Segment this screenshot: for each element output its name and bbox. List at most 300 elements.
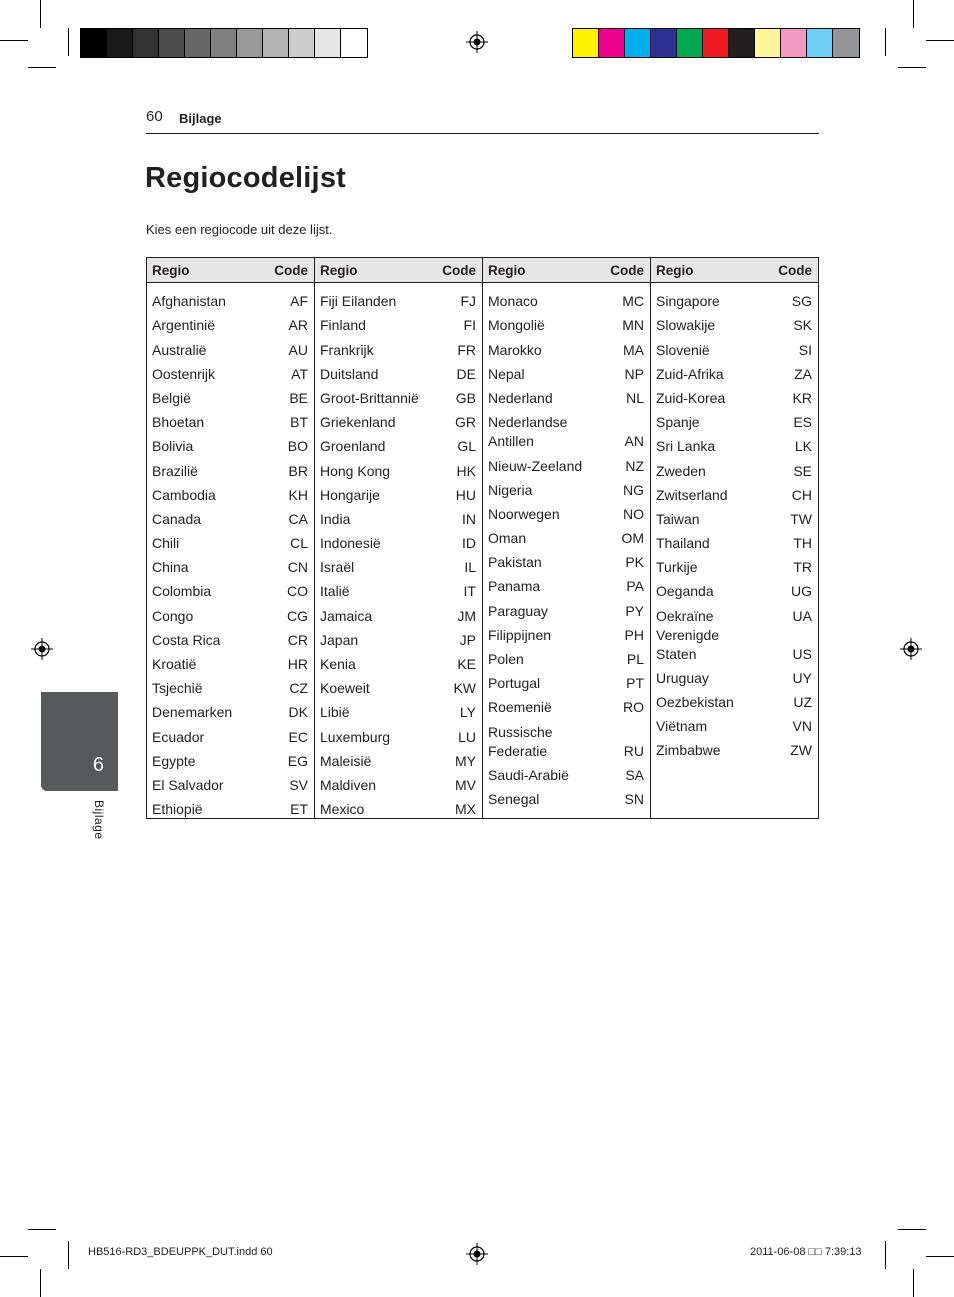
color-swatch xyxy=(237,29,263,57)
table-row xyxy=(152,650,308,674)
footer-timestamp: 2011-06-08 □□ 7:39:13 xyxy=(750,1246,862,1258)
region-code: SE xyxy=(793,462,812,479)
table-row xyxy=(152,553,308,577)
region-name: Russische Federatie xyxy=(488,723,553,759)
color-swatch xyxy=(677,29,703,57)
region-code: OM xyxy=(621,530,644,547)
table-row xyxy=(656,577,812,601)
header-code: Code xyxy=(778,262,812,278)
region-name: Singapore xyxy=(656,293,720,310)
table-row xyxy=(320,674,476,698)
region-code: SN xyxy=(624,791,644,808)
region-code: US xyxy=(792,645,812,662)
color-swatch xyxy=(781,29,807,57)
region-code: CO xyxy=(287,583,308,600)
region-code: MX xyxy=(455,801,476,818)
region-name: Denemarken xyxy=(152,704,233,721)
table-row xyxy=(152,722,308,746)
header-regio: Regio xyxy=(320,262,358,278)
region-code: VN xyxy=(792,718,812,735)
table-row xyxy=(656,626,812,664)
table-row xyxy=(152,747,308,771)
registration-mark-icon xyxy=(31,638,53,660)
region-code: AN xyxy=(624,433,644,450)
region-code: CN xyxy=(287,559,308,576)
table-header xyxy=(651,258,818,283)
table-row xyxy=(152,505,308,529)
region-name: Maleisië xyxy=(320,752,372,769)
region-name: Duitsland xyxy=(320,365,379,382)
region-name: Tsjechië xyxy=(152,680,203,697)
color-swatch xyxy=(807,29,833,57)
crop-mark xyxy=(0,40,28,41)
crop-mark xyxy=(926,40,954,41)
header-regio: Regio xyxy=(656,262,694,278)
crop-mark xyxy=(28,67,56,68)
header-code: Code xyxy=(442,262,476,278)
region-code: HK xyxy=(456,462,476,479)
region-name: Oekraïne xyxy=(656,607,714,624)
region-name: Nigeria xyxy=(488,481,533,498)
region-code: KW xyxy=(453,680,476,697)
region-code: ZW xyxy=(790,742,812,759)
color-swatch xyxy=(651,29,677,57)
region-code: IT xyxy=(463,583,476,600)
region-code: SI xyxy=(798,341,812,358)
table-row xyxy=(152,601,308,625)
region-code: AU xyxy=(288,341,308,358)
region-code: SK xyxy=(793,317,812,334)
table-row xyxy=(656,408,812,432)
region-name: Groenland xyxy=(320,438,386,455)
region-code: AF xyxy=(290,293,308,310)
region-name: Costa Rica xyxy=(152,631,221,648)
region-name: Zweden xyxy=(656,462,706,479)
table-row xyxy=(320,650,476,674)
region-code: FR xyxy=(457,341,476,358)
crop-mark xyxy=(885,28,886,56)
region-code: NP xyxy=(624,365,644,382)
region-code: ES xyxy=(793,414,812,431)
table-row xyxy=(320,287,476,311)
header-code: Code xyxy=(274,262,308,278)
table-row xyxy=(656,287,812,311)
table-row xyxy=(320,529,476,553)
table-row xyxy=(152,311,308,335)
region-name: Thailand xyxy=(656,535,710,552)
registration-mark-icon xyxy=(466,31,488,53)
table-row xyxy=(152,432,308,456)
crop-mark xyxy=(40,0,41,28)
table-row xyxy=(656,736,812,760)
region-name: Canada xyxy=(152,510,202,527)
region-code: NZ xyxy=(625,457,644,474)
table-row xyxy=(320,360,476,384)
region-code: SG xyxy=(791,293,812,310)
region-code: TW xyxy=(790,510,812,527)
table-row xyxy=(320,601,476,625)
region-name: Colombia xyxy=(152,583,212,600)
table-row xyxy=(656,688,812,712)
region-name: Noorwegen xyxy=(488,505,560,522)
table-row xyxy=(320,795,476,819)
region-code: EC xyxy=(288,728,308,745)
region-name: Ethiopië xyxy=(152,801,203,818)
region-code: CA xyxy=(288,510,308,527)
crop-mark xyxy=(913,0,914,28)
region-name: Finland xyxy=(320,317,366,334)
region-name: China xyxy=(152,559,189,576)
crop-mark xyxy=(40,1269,41,1297)
region-code: KE xyxy=(457,656,476,672)
table-row xyxy=(656,481,812,505)
region-name: Nepal xyxy=(488,365,525,382)
region-code: JM xyxy=(457,607,476,624)
region-code: BE xyxy=(289,389,308,406)
table-row xyxy=(488,761,644,785)
region-code: JP xyxy=(459,631,476,648)
table-row xyxy=(656,553,812,577)
chapter-label: Bijlage xyxy=(92,800,106,840)
table-row xyxy=(488,500,644,524)
region-name: Filippijnen xyxy=(488,626,552,643)
color-swatch xyxy=(341,29,367,57)
table-row xyxy=(320,408,476,432)
region-code: NO xyxy=(623,505,644,522)
region-code: EG xyxy=(287,752,308,769)
region-code: LK xyxy=(794,438,812,455)
header-code: Code xyxy=(610,262,644,278)
chapter-tab xyxy=(41,692,118,791)
table-row xyxy=(152,529,308,553)
region-name: Argentinië xyxy=(152,317,216,334)
table-row xyxy=(320,335,476,359)
region-name: Paraguay xyxy=(488,602,548,619)
crop-mark xyxy=(0,1256,28,1257)
region-name: Israël xyxy=(320,559,355,576)
table-column xyxy=(483,258,651,818)
region-name: Bhoetan xyxy=(152,414,205,431)
region-code: BO xyxy=(287,438,308,455)
crop-mark xyxy=(898,67,926,68)
table-row xyxy=(656,335,812,359)
region-code: CG xyxy=(287,607,308,624)
table-row xyxy=(488,693,644,717)
table-row xyxy=(320,722,476,746)
color-swatch xyxy=(263,29,289,57)
region-code: NL xyxy=(626,389,644,406)
region-name: Bolivia xyxy=(152,438,194,455)
region-name: Slovenië xyxy=(656,341,710,358)
table-row xyxy=(320,698,476,722)
region-code: KR xyxy=(792,389,812,406)
table-row xyxy=(656,664,812,688)
region-name: Roemenië xyxy=(488,699,552,716)
region-code: AR xyxy=(288,317,308,334)
region-name: Brazilië xyxy=(152,462,198,479)
crop-mark xyxy=(926,1256,954,1257)
table-column xyxy=(315,258,483,818)
region-code: HU xyxy=(455,486,476,503)
table-row xyxy=(320,384,476,408)
region-name: Hong Kong xyxy=(320,462,391,479)
region-name: Zimbabwe xyxy=(656,742,721,759)
region-name: Cambodia xyxy=(152,486,216,503)
table-row xyxy=(488,408,644,451)
color-bar xyxy=(572,28,860,58)
region-code: AT xyxy=(291,365,308,382)
region-name: Japan xyxy=(320,631,359,648)
region-code: DE xyxy=(456,365,476,382)
region-code: CL xyxy=(290,535,308,552)
region-name: België xyxy=(152,389,191,406)
region-name: Monaco xyxy=(488,293,538,310)
crop-mark xyxy=(68,28,69,56)
region-name: Fiji Eilanden xyxy=(320,293,397,310)
region-name: Egypte xyxy=(152,752,196,769)
region-code: CR xyxy=(287,631,308,648)
region-name: Oeganda xyxy=(656,583,714,600)
table-row xyxy=(488,621,644,645)
region-name: Zuid-Korea xyxy=(656,389,726,406)
table-row xyxy=(488,524,644,548)
region-code: LU xyxy=(458,728,476,745)
region-code: HR xyxy=(287,656,308,672)
region-name: Hongarije xyxy=(320,486,380,503)
region-name: Indonesië xyxy=(320,535,381,552)
region-name: Sri Lanka xyxy=(656,438,716,455)
table-row xyxy=(488,360,644,384)
table-row xyxy=(152,456,308,480)
region-name: Italië xyxy=(320,583,350,600)
table-row xyxy=(488,596,644,620)
table-row xyxy=(152,674,308,698)
region-code-table xyxy=(146,257,819,819)
region-name: Mexico xyxy=(320,801,365,818)
table-row xyxy=(656,529,812,553)
region-name: Maldiven xyxy=(320,776,377,793)
color-swatch xyxy=(81,29,107,57)
table-header xyxy=(483,258,650,283)
region-name: Kroatië xyxy=(152,656,197,672)
table-row xyxy=(656,360,812,384)
region-code: IN xyxy=(462,510,476,527)
region-code: PH xyxy=(624,626,644,643)
crop-mark xyxy=(68,1241,69,1269)
color-swatch xyxy=(755,29,781,57)
color-swatch xyxy=(703,29,729,57)
region-code: FJ xyxy=(460,293,476,310)
region-code: TH xyxy=(793,535,812,552)
region-name: Griekenland xyxy=(320,414,396,431)
table-row xyxy=(152,287,308,311)
region-name: Zwitserland xyxy=(656,486,728,503)
table-row xyxy=(320,505,476,529)
region-code: DK xyxy=(288,704,308,721)
region-name: Luxemburg xyxy=(320,728,391,745)
table-row xyxy=(656,601,812,625)
color-swatch xyxy=(833,29,859,57)
region-code: PY xyxy=(625,602,644,619)
page-title: Regiocodelijst xyxy=(145,162,346,194)
color-swatch xyxy=(159,29,185,57)
region-name: Oman xyxy=(488,530,527,547)
region-code: PT xyxy=(626,675,644,692)
region-code: UG xyxy=(791,583,812,600)
region-code: SV xyxy=(289,776,308,793)
color-swatch xyxy=(599,29,625,57)
region-code: BT xyxy=(290,414,308,431)
grayscale-bar xyxy=(80,28,368,58)
region-name: Nederland xyxy=(488,389,553,406)
region-code: KH xyxy=(288,486,308,503)
region-name: Ecuador xyxy=(152,728,205,745)
table-header xyxy=(147,258,314,283)
region-name: Chili xyxy=(152,535,180,552)
region-name: Turkije xyxy=(656,559,698,576)
region-code: PA xyxy=(626,578,644,595)
region-name: El Salvador xyxy=(152,776,224,793)
region-code: GL xyxy=(457,438,476,455)
region-name: Libië xyxy=(320,704,350,721)
table-row xyxy=(320,626,476,650)
table-row xyxy=(152,408,308,432)
region-name: Marokko xyxy=(488,341,542,358)
color-swatch xyxy=(729,29,755,57)
region-code: UZ xyxy=(793,694,812,710)
region-name: Australië xyxy=(152,341,207,358)
header-regio: Regio xyxy=(488,262,526,278)
region-name: Jamaica xyxy=(320,607,373,624)
crop-mark xyxy=(28,1229,56,1230)
table-row xyxy=(488,476,644,500)
table-row xyxy=(320,577,476,601)
table-row xyxy=(152,698,308,722)
region-name: Zuid-Afrika xyxy=(656,365,724,382)
color-swatch xyxy=(107,29,133,57)
region-code: SA xyxy=(625,766,644,783)
registration-mark-icon xyxy=(466,1243,488,1265)
crop-mark xyxy=(898,1229,926,1230)
region-name: Polen xyxy=(488,651,524,668)
region-name: Panama xyxy=(488,578,541,595)
table-row xyxy=(488,645,644,669)
color-swatch xyxy=(573,29,599,57)
region-name: Saudi-Arabië xyxy=(488,766,569,783)
table-row xyxy=(488,384,644,408)
crop-mark xyxy=(913,1269,914,1297)
region-name: Congo xyxy=(152,607,194,624)
region-name: Verenigde Staten xyxy=(656,626,720,662)
table-row xyxy=(656,384,812,408)
footer-file: HB516-RD3_BDEUPPK_DUT.indd 60 xyxy=(88,1246,273,1258)
table-row xyxy=(488,335,644,359)
region-code: MY xyxy=(455,752,476,769)
color-swatch xyxy=(185,29,211,57)
region-name: Koeweit xyxy=(320,680,370,697)
region-name: Viëtnam xyxy=(656,718,708,735)
region-code: CH xyxy=(791,486,812,503)
region-name: Afghanistan xyxy=(152,293,226,310)
table-row xyxy=(320,553,476,577)
table-row xyxy=(656,311,812,335)
table-column xyxy=(147,258,315,818)
region-name: Kenia xyxy=(320,656,356,672)
region-code: MV xyxy=(455,776,476,793)
table-row xyxy=(152,481,308,505)
region-code: ZA xyxy=(794,365,812,382)
region-name: Portugal xyxy=(488,675,541,692)
table-row xyxy=(656,505,812,529)
region-name: Pakistan xyxy=(488,554,542,571)
region-code: GB xyxy=(455,389,476,406)
table-row xyxy=(656,712,812,736)
region-code: RU xyxy=(623,742,644,759)
region-code: FI xyxy=(463,317,476,334)
region-code: MC xyxy=(622,293,644,310)
region-code: ID xyxy=(462,535,476,552)
table-row xyxy=(320,747,476,771)
table-row xyxy=(320,432,476,456)
table-column xyxy=(651,258,818,818)
table-row xyxy=(488,451,644,475)
registration-mark-icon xyxy=(900,638,922,660)
region-name: Mongolië xyxy=(488,317,545,334)
table-row xyxy=(152,795,308,819)
region-code: MN xyxy=(622,317,644,334)
intro-text: Kies een regiocode uit deze lijst. xyxy=(146,222,333,237)
table-row xyxy=(488,287,644,311)
region-name: Oostenrijk xyxy=(152,365,216,382)
region-name: Taiwan xyxy=(656,510,700,527)
region-code: NG xyxy=(623,481,644,498)
table-row xyxy=(152,626,308,650)
region-code: LY xyxy=(459,704,476,721)
region-code: ET xyxy=(290,801,308,818)
region-code: MA xyxy=(623,341,644,358)
region-name: Uruguay xyxy=(656,669,709,686)
region-code: TR xyxy=(793,559,812,576)
region-code: UA xyxy=(792,607,812,624)
region-name: Nederlandse Antillen xyxy=(488,414,568,450)
table-row xyxy=(656,432,812,456)
table-row xyxy=(488,669,644,693)
color-swatch xyxy=(625,29,651,57)
region-code: UY xyxy=(792,669,812,686)
table-row xyxy=(488,572,644,596)
region-code: IL xyxy=(464,559,476,576)
color-swatch xyxy=(289,29,315,57)
region-name: Nieuw-Zeeland xyxy=(488,457,583,474)
header-rule xyxy=(146,133,819,134)
crop-mark xyxy=(885,1241,886,1269)
region-name: India xyxy=(320,510,351,527)
header-regio: Regio xyxy=(152,262,190,278)
table-row xyxy=(152,771,308,795)
region-code: RO xyxy=(623,699,644,716)
region-code: CZ xyxy=(289,680,308,697)
table-row xyxy=(656,456,812,480)
region-code: BR xyxy=(288,462,308,479)
table-row xyxy=(488,717,644,760)
page-number: 60 xyxy=(146,108,163,125)
table-row xyxy=(152,335,308,359)
region-code: GR xyxy=(455,414,476,431)
region-name: Oezbekistan xyxy=(656,694,734,710)
region-name: Senegal xyxy=(488,791,540,808)
table-row xyxy=(320,481,476,505)
region-name: Spanje xyxy=(656,414,700,431)
